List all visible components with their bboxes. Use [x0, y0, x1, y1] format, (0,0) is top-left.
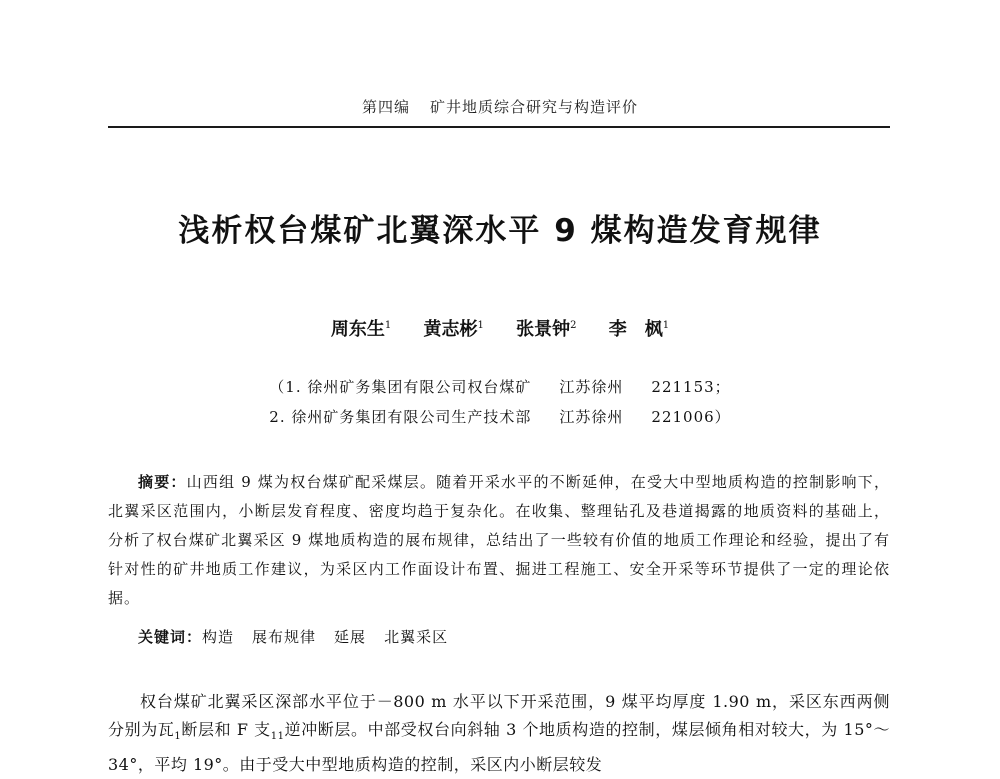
affiliation-org: 徐州矿务集团有限公司生产技术部	[291, 408, 532, 426]
header-rule	[108, 126, 890, 128]
affiliation-place: 江苏徐州	[559, 378, 624, 396]
body-text-a: 权台煤矿北翼采区深部水平位于－800 m 水平以下开采范围，9 煤平均厚度 1.90 m，采区东西两侧分别为瓦	[108, 692, 890, 739]
running-head	[0, 96, 1000, 117]
author-affiliation-mark: 1	[384, 320, 392, 331]
affiliation-line	[0, 376, 1000, 397]
author	[331, 315, 391, 341]
body-subscript: 1	[174, 731, 182, 743]
author-list	[0, 315, 1000, 341]
abstract-text: 山西组 9 煤为权台煤矿配采煤层。随着开采水平的不断延伸，在受大中型地质构造的控制影响下，北翼采区范围内，小断层发育程度、密度均趋于复杂化。在收集、整理钻孔及巷道揭露的地质资料的基础上，分析了权台煤矿北翼采区 9 煤地质构造的展布规律，总结出了一些较有价值的地质工作理论和经验，提出了有针对性的矿井地质工作建议，为采区内工作面设计布置、掘进工程施工、安全开采等环节提供了一定的理论依据。	[108, 473, 890, 607]
affiliation-line	[0, 406, 1000, 427]
author-name: 李 枫	[608, 319, 663, 340]
body-subscript: 11	[270, 731, 285, 743]
keyword: 北翼采区	[384, 628, 449, 646]
affiliation-postcode: 221006）	[651, 408, 731, 426]
abstract	[108, 468, 890, 613]
author-affiliation-mark: 1	[477, 320, 484, 331]
keywords	[108, 626, 890, 647]
affiliation-prefix: 2.	[269, 408, 286, 426]
author	[423, 315, 483, 341]
body-text-b: 断层和 F 支	[181, 720, 271, 739]
author-affiliation-mark: 2	[570, 320, 577, 331]
author	[516, 315, 576, 341]
affiliation-postcode: 221153；	[651, 378, 731, 396]
author-name: 黄志彬	[423, 319, 478, 340]
author-name: 张景钟	[516, 319, 571, 340]
keyword: 展布规律	[252, 628, 317, 646]
affiliation-place: 江苏徐州	[559, 408, 624, 426]
author-affiliation-mark: 1	[662, 320, 670, 331]
running-head-part: 第四编	[361, 98, 410, 116]
keyword: 延展	[334, 628, 367, 646]
author-name: 周东生	[330, 319, 385, 340]
keywords-label: 关键词：	[138, 628, 203, 646]
affiliation-org: 徐州矿务集团有限公司权台煤矿	[307, 378, 532, 396]
paper-title: 浅析权台煤矿北翼深水平 9 煤构造发育规律	[178, 213, 822, 249]
body-paragraph	[108, 688, 890, 775]
body-text-c: 逆冲断层。中部受权台向斜轴 3 个地质构造的控制，煤层倾角相对较大，为 15°～34°，平均 19°。由于受大中型地质构造的控制，采区内小断层较发	[108, 720, 890, 775]
author	[609, 315, 669, 341]
running-head-section: 矿井地质综合研究与构造评价	[430, 98, 639, 116]
abstract-label: 摘要：	[138, 473, 187, 491]
affiliation-prefix: （1.	[269, 378, 302, 396]
keyword: 构造	[202, 628, 235, 646]
